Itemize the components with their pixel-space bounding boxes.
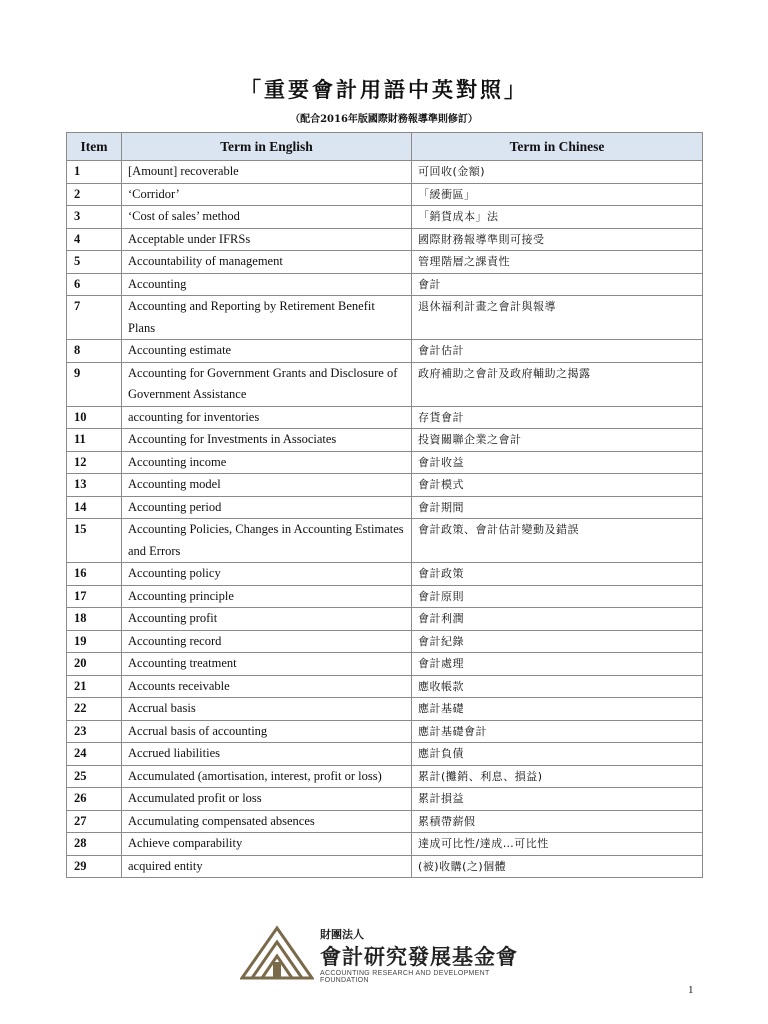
- term-english: Accrual basis of accounting: [122, 720, 412, 743]
- term-chinese: 應計負債: [412, 743, 703, 766]
- table-row: [67, 788, 703, 811]
- item-number: 26: [67, 788, 122, 811]
- term-chinese: 會計模式: [412, 474, 703, 497]
- foundation-logo-icon: [240, 924, 314, 980]
- term-chinese: 應計基礎: [412, 698, 703, 721]
- term-chinese: 存貨會計: [412, 406, 703, 429]
- term-chinese: 累積帶薪假: [412, 810, 703, 833]
- item-number: 19: [67, 630, 122, 653]
- table-row: [67, 496, 703, 519]
- term-english: Accumulating compensated absences: [122, 810, 412, 833]
- term-english: Accountability of management: [122, 251, 412, 274]
- item-number: 24: [67, 743, 122, 766]
- header-item: Item: [67, 133, 122, 161]
- term-chinese: 累計損益: [412, 788, 703, 811]
- term-english: Accounting: [122, 273, 412, 296]
- logo-small-text: 財團法人: [320, 928, 364, 941]
- item-number: 7: [67, 296, 122, 340]
- table-row: [67, 720, 703, 743]
- term-chinese: 會計原則: [412, 585, 703, 608]
- term-english: Accounting principle: [122, 585, 412, 608]
- table-row: [67, 362, 703, 406]
- term-chinese: 累計(攤銷、利息、損益): [412, 765, 703, 788]
- term-chinese: (被)收購(之)個體: [412, 855, 703, 878]
- item-number: 11: [67, 429, 122, 452]
- term-english: Accounting estimate: [122, 340, 412, 363]
- term-english: Accounting for Government Grants and Disclosure of Government Assistance: [122, 362, 412, 406]
- term-chinese: 會計收益: [412, 451, 703, 474]
- page-subtitle: （配合2016年版國際財務報導準則修訂）: [290, 114, 478, 125]
- term-chinese: 會計政策、會計估計變動及錯誤: [412, 519, 703, 563]
- table-row: [67, 608, 703, 631]
- term-chinese: 應計基礎會計: [412, 720, 703, 743]
- table-header-row: [67, 133, 703, 161]
- term-english: Accumulated (amortisation, interest, profit or loss): [122, 765, 412, 788]
- item-number: 15: [67, 519, 122, 563]
- item-number: 8: [67, 340, 122, 363]
- term-chinese: 會計: [412, 273, 703, 296]
- item-number: 18: [67, 608, 122, 631]
- term-chinese: 管理階層之課責性: [412, 251, 703, 274]
- term-english: Accounting record: [122, 630, 412, 653]
- table-row: [67, 251, 703, 274]
- table-row: [67, 406, 703, 429]
- table-row: [67, 698, 703, 721]
- table-row: [67, 296, 703, 340]
- item-number: 25: [67, 765, 122, 788]
- term-chinese: 會計利潤: [412, 608, 703, 631]
- terms-table: [66, 132, 703, 878]
- table-row: [67, 429, 703, 452]
- table-row: [67, 340, 703, 363]
- term-english: Accounting treatment: [122, 653, 412, 676]
- term-chinese: 投資關聯企業之會計: [412, 429, 703, 452]
- table-row: [67, 810, 703, 833]
- term-chinese: 達成可比性/達成…可比性: [412, 833, 703, 856]
- term-chinese: 會計期間: [412, 496, 703, 519]
- table-row: [67, 630, 703, 653]
- item-number: 12: [67, 451, 122, 474]
- term-english: acquired entity: [122, 855, 412, 878]
- item-number: 21: [67, 675, 122, 698]
- table-row: [67, 474, 703, 497]
- term-chinese: 會計估計: [412, 340, 703, 363]
- item-number: 1: [67, 161, 122, 184]
- term-english: Accrual basis: [122, 698, 412, 721]
- item-number: 2: [67, 183, 122, 206]
- table-row: [67, 519, 703, 563]
- item-number: 28: [67, 833, 122, 856]
- item-number: 3: [67, 206, 122, 229]
- logo-english-text: ACCOUNTING RESEARCH AND DEVELOPMENT FOUNDATION: [320, 970, 490, 984]
- term-chinese: 會計政策: [412, 563, 703, 586]
- table-row: [67, 765, 703, 788]
- term-english: Accumulated profit or loss: [122, 788, 412, 811]
- table-row: [67, 743, 703, 766]
- item-number: 17: [67, 585, 122, 608]
- item-number: 27: [67, 810, 122, 833]
- term-english: [Amount] recoverable: [122, 161, 412, 184]
- item-number: 20: [67, 653, 122, 676]
- table-row: [67, 228, 703, 251]
- term-english: Acceptable under IFRSs: [122, 228, 412, 251]
- table-row: [67, 585, 703, 608]
- term-english: ‘Corridor’: [122, 183, 412, 206]
- term-chinese: 國際財務報導準則可接受: [412, 228, 703, 251]
- item-number: 10: [67, 406, 122, 429]
- term-english: Accounting income: [122, 451, 412, 474]
- page-number: 1: [688, 984, 694, 996]
- item-number: 23: [67, 720, 122, 743]
- terms-table-body: [67, 161, 703, 878]
- term-english: Accounting profit: [122, 608, 412, 631]
- table-row: [67, 855, 703, 878]
- item-number: 6: [67, 273, 122, 296]
- table-row: [67, 161, 703, 184]
- table-row: [67, 833, 703, 856]
- table-row: [67, 206, 703, 229]
- term-chinese: 會計紀錄: [412, 630, 703, 653]
- table-row: [67, 451, 703, 474]
- term-chinese: 退休福利計畫之會計與報導: [412, 296, 703, 340]
- table-row: [67, 273, 703, 296]
- term-english: Accounting model: [122, 474, 412, 497]
- header-term-english: Term in English: [122, 133, 412, 161]
- item-number: 14: [67, 496, 122, 519]
- term-english: ‘Cost of sales’ method: [122, 206, 412, 229]
- item-number: 9: [67, 362, 122, 406]
- table-row: [67, 653, 703, 676]
- term-english: Accounting policy: [122, 563, 412, 586]
- table-row: [67, 183, 703, 206]
- item-number: 5: [67, 251, 122, 274]
- term-chinese: 政府補助之會計及政府輔助之揭露: [412, 362, 703, 406]
- table-row: [67, 675, 703, 698]
- term-english: Accounting and Reporting by Retirement Benefit Plans: [122, 296, 412, 340]
- term-english: Accounting for Investments in Associates: [122, 429, 412, 452]
- term-english: Accounts receivable: [122, 675, 412, 698]
- term-english: Accounting Policies, Changes in Accounting Estimates and Errors: [122, 519, 412, 563]
- table-row: [67, 563, 703, 586]
- term-chinese: 會計處理: [412, 653, 703, 676]
- term-chinese: 「銷貨成本」法: [412, 206, 703, 229]
- page-title: 「重要會計用語中英對照」: [240, 77, 528, 102]
- foundation-logo: [240, 924, 530, 984]
- term-english: Accounting period: [122, 496, 412, 519]
- item-number: 4: [67, 228, 122, 251]
- item-number: 22: [67, 698, 122, 721]
- header-term-chinese: Term in Chinese: [412, 133, 703, 161]
- item-number: 13: [67, 474, 122, 497]
- term-english: Accrued liabilities: [122, 743, 412, 766]
- term-english: accounting for inventories: [122, 406, 412, 429]
- term-chinese: 可回收(金額): [412, 161, 703, 184]
- term-chinese: 應收帳款: [412, 675, 703, 698]
- term-chinese: 「緩衝區」: [412, 183, 703, 206]
- term-english: Achieve comparability: [122, 833, 412, 856]
- item-number: 29: [67, 855, 122, 878]
- logo-main-text: 會計研究發展基金會: [320, 945, 518, 969]
- item-number: 16: [67, 563, 122, 586]
